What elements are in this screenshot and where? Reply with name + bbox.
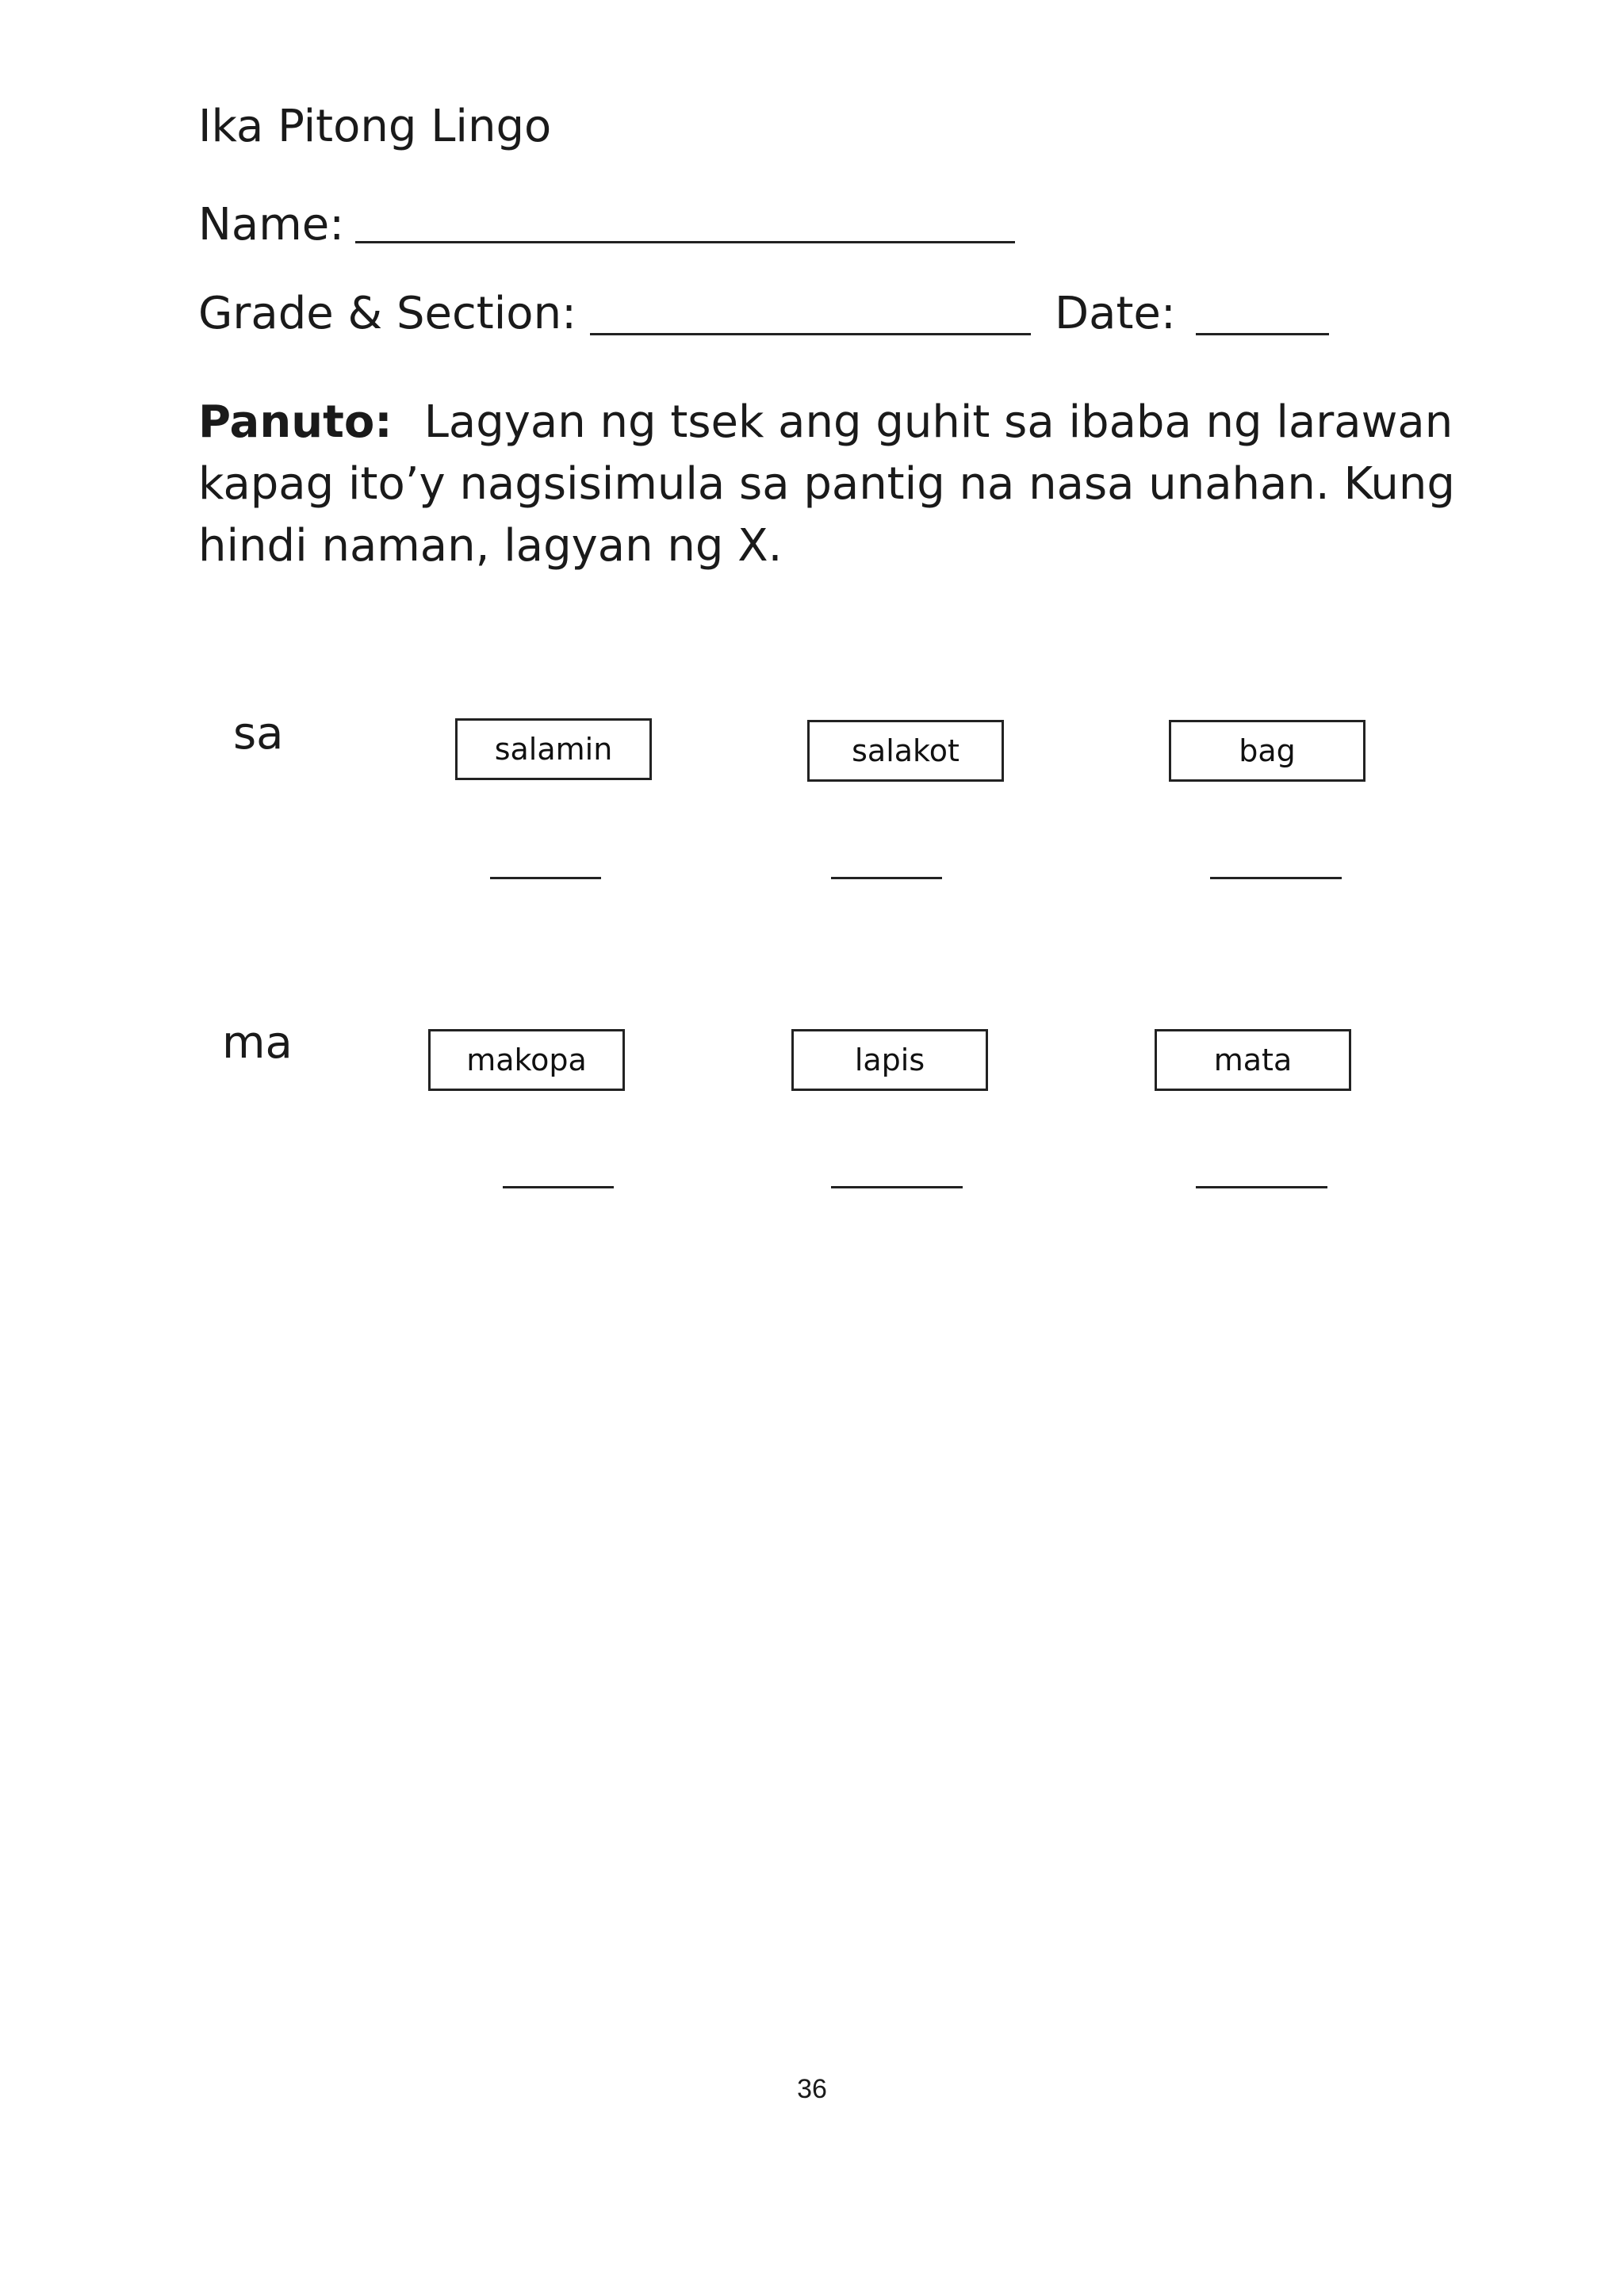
instructions bbox=[198, 392, 1467, 577]
date-label: Date: bbox=[1055, 288, 1176, 339]
syllable-label: ma bbox=[222, 1017, 293, 1069]
answer-line-makopa[interactable] bbox=[503, 1186, 614, 1188]
answer-line-bag[interactable] bbox=[1210, 877, 1342, 879]
week-title: Ika Pitong Lingo bbox=[198, 101, 552, 152]
picture-box-salakot: salakot bbox=[807, 720, 1004, 782]
page-number: 36 bbox=[797, 2074, 827, 2104]
grade-section-field-line[interactable] bbox=[590, 333, 1031, 335]
answer-line-mata[interactable] bbox=[1196, 1186, 1327, 1188]
picture-box-makopa: makopa bbox=[428, 1029, 625, 1091]
name-field-line[interactable] bbox=[355, 241, 1015, 243]
picture-box-salamin: salamin bbox=[455, 718, 652, 780]
instructions-label: Panuto: bbox=[198, 396, 393, 448]
instructions-text: Lagyan ng tsek ang guhit sa ibaba ng larawan kapag ito’y nagsisimula sa pantig na nasa unahan. Kung hindi naman, lagyan ng X. bbox=[198, 396, 1455, 572]
answer-line-salamin[interactable] bbox=[490, 877, 601, 879]
picture-box-bag: bag bbox=[1169, 720, 1365, 782]
answer-line-salakot[interactable] bbox=[831, 877, 942, 879]
picture-box-lapis: lapis bbox=[791, 1029, 988, 1091]
date-field-line[interactable] bbox=[1196, 333, 1329, 335]
syllable-label: sa bbox=[233, 708, 284, 760]
picture-box-mata: mata bbox=[1155, 1029, 1351, 1091]
answer-line-lapis[interactable] bbox=[831, 1186, 963, 1188]
grade-section-label: Grade & Section: bbox=[198, 288, 576, 339]
name-label: Name: bbox=[198, 199, 345, 251]
